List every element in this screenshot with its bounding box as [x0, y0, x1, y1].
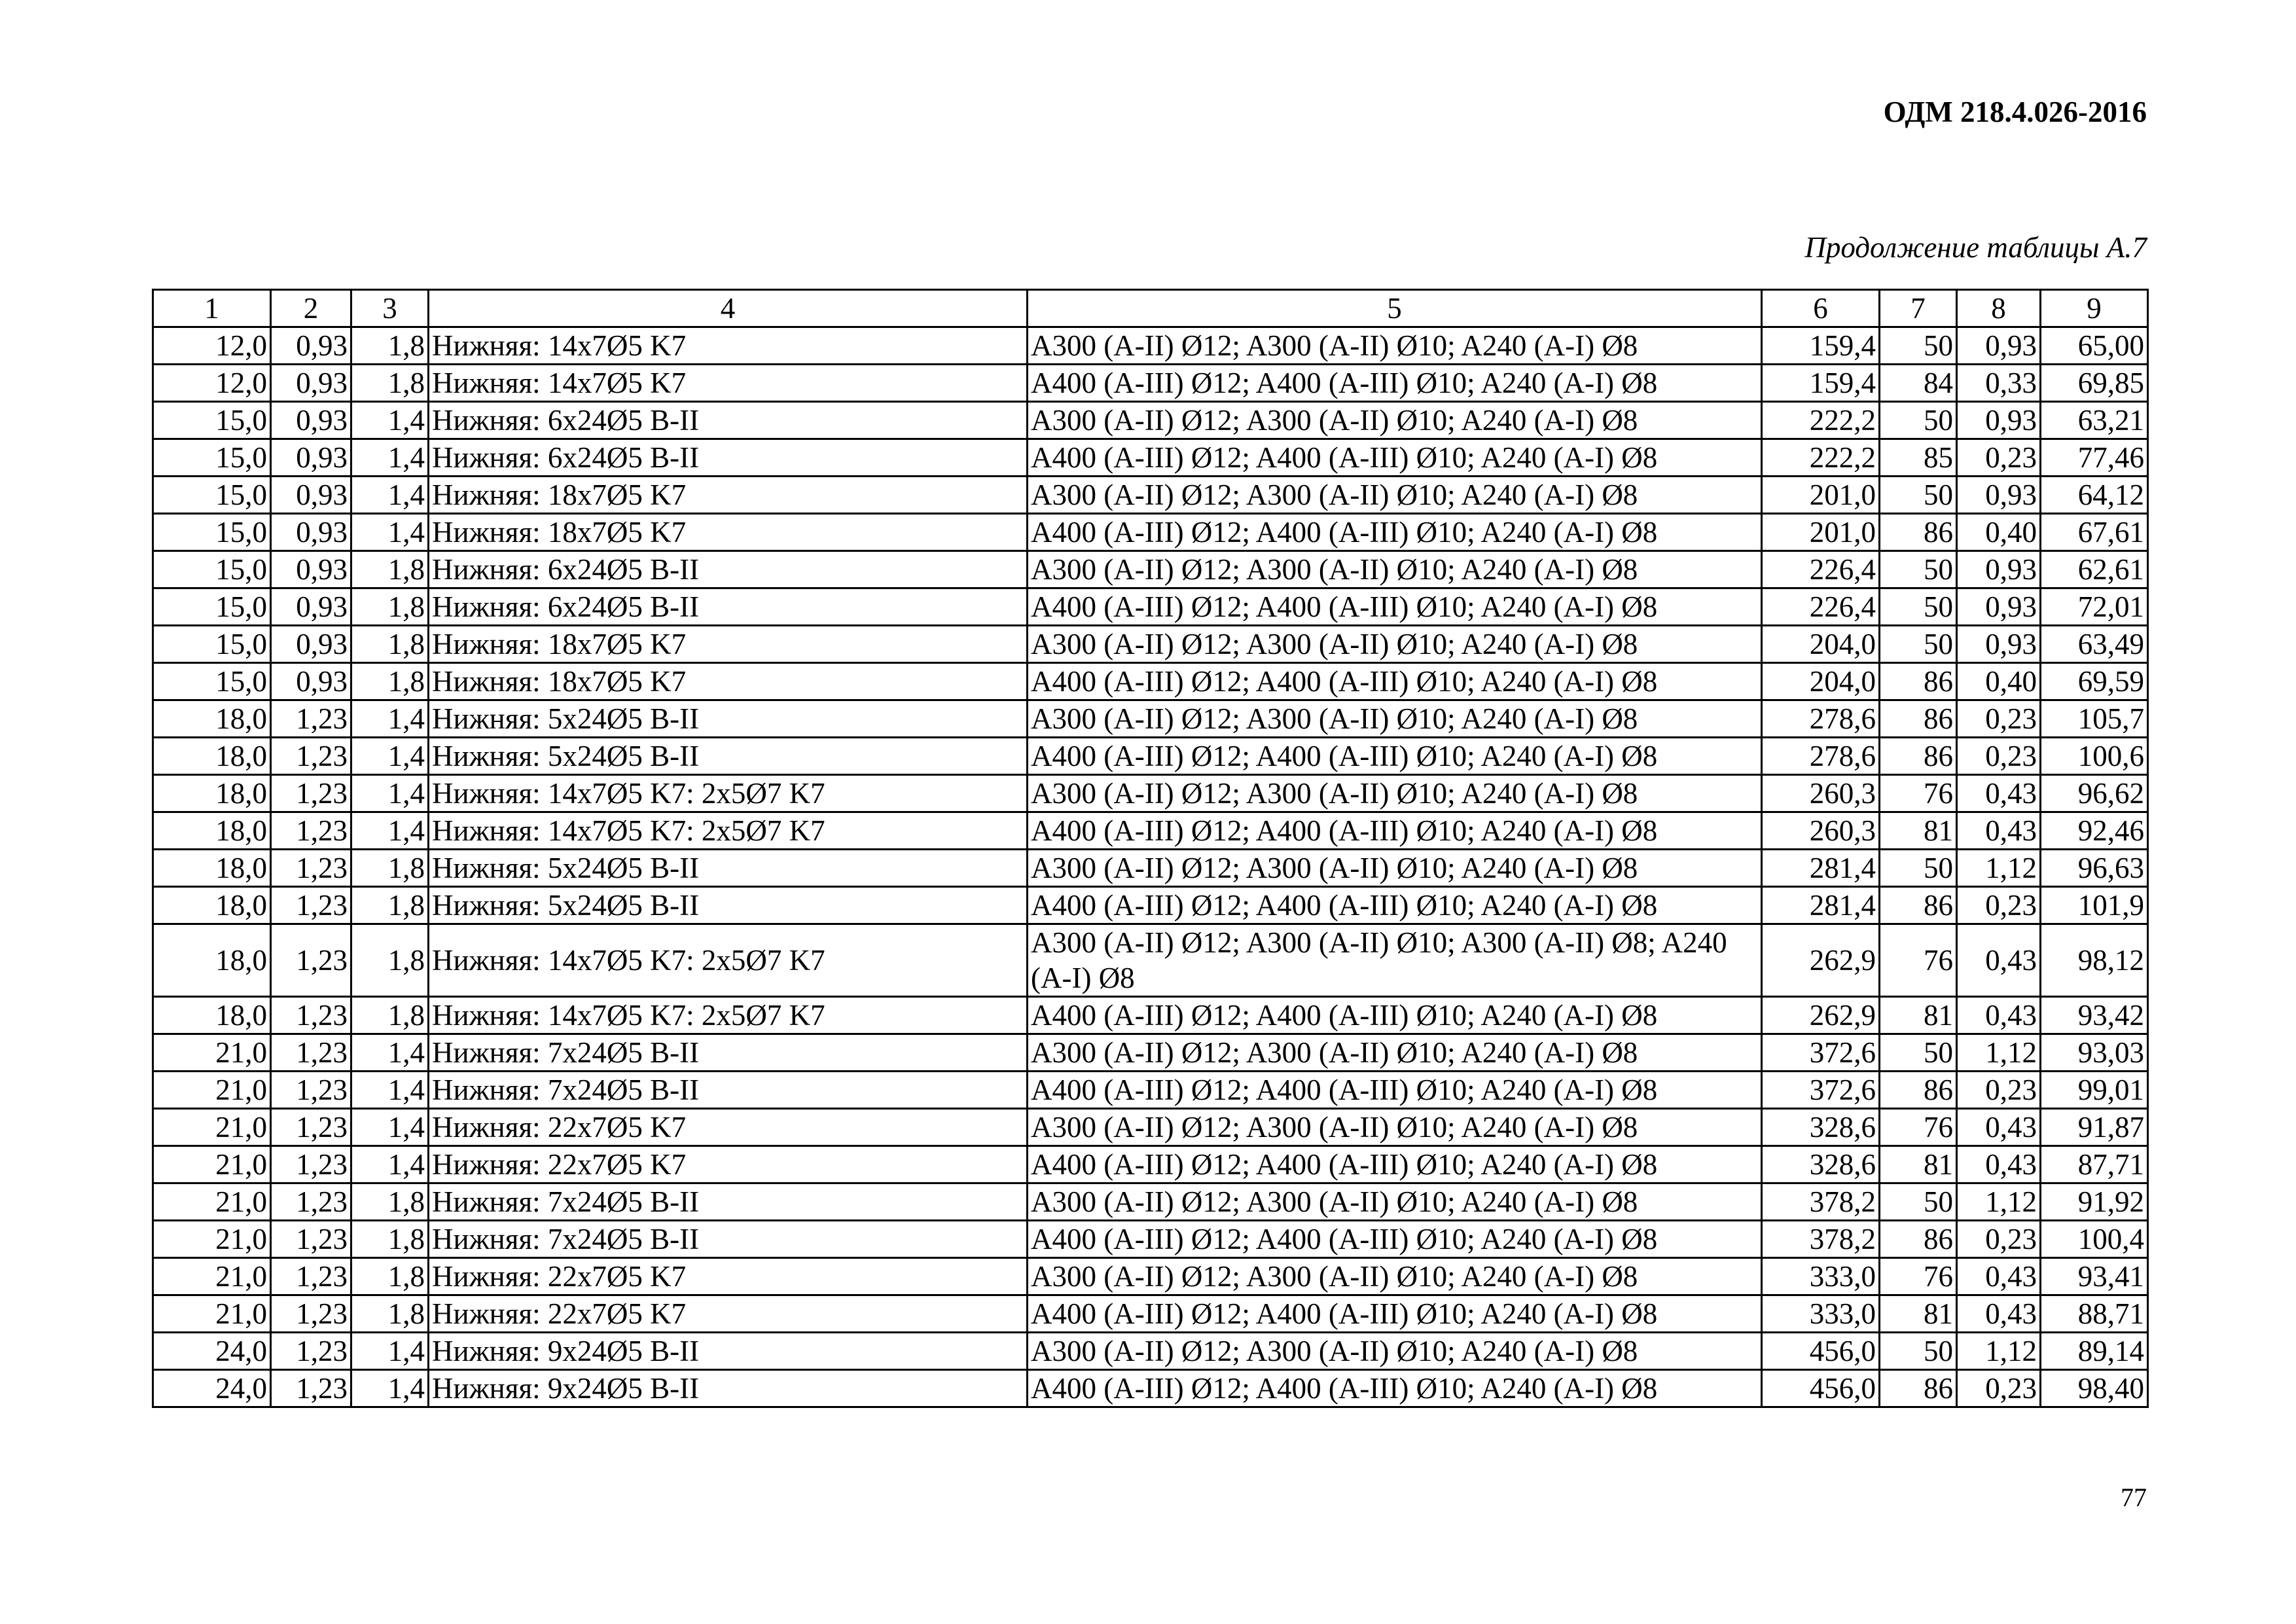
table-cell-col-6: 222,2 [1762, 439, 1880, 477]
table-cell-col-6: 328,6 [1762, 1109, 1880, 1146]
table-cell-col-4: Нижняя: 9x24Ø5 B-II [429, 1333, 1028, 1370]
table-cell-col-6: 159,4 [1762, 327, 1880, 365]
table-cell-col-1: 24,0 [153, 1333, 271, 1370]
table-cell-col-7: 50 [1880, 1183, 1957, 1221]
table-cell-col-1: 15,0 [153, 663, 271, 700]
table-cell-col-1: 15,0 [153, 588, 271, 626]
table-row [153, 1146, 2148, 1183]
table-row [153, 1034, 2148, 1072]
table-cell-col-7: 86 [1880, 887, 1957, 924]
table-row [153, 850, 2148, 887]
table-cell-col-5: A400 (A-III) Ø12; A400 (A-III) Ø10; A240 (A-I) Ø8 [1028, 1072, 1762, 1109]
column-header-5: 5 [1028, 290, 1762, 327]
table-cell-col-2: 1,23 [271, 924, 351, 997]
table-cell-col-7: 50 [1880, 588, 1957, 626]
table-cell-col-6: 226,4 [1762, 588, 1880, 626]
table-cell-col-8: 0,33 [1957, 365, 2041, 402]
table-cell-col-6: 456,0 [1762, 1333, 1880, 1370]
table-cell-col-5: A400 (A-III) Ø12; A400 (A-III) Ø10; A240 (A-I) Ø8 [1028, 1370, 1762, 1407]
table-row [153, 887, 2148, 924]
table-row [153, 365, 2148, 402]
table-cell-col-7: 50 [1880, 850, 1957, 887]
table-cell-col-2: 1,23 [271, 997, 351, 1034]
table-cell-col-5: A300 (A-II) Ø12; A300 (A-II) Ø10; A240 (A-I) Ø8 [1028, 775, 1762, 812]
table-cell-col-1: 18,0 [153, 738, 271, 775]
table-cell-col-7: 86 [1880, 514, 1957, 551]
table-cell-col-2: 1,23 [271, 1146, 351, 1183]
table-cell-col-7: 76 [1880, 924, 1957, 997]
table-cell-col-9: 93,03 [2041, 1034, 2148, 1072]
table-cell-col-3: 1,8 [351, 365, 429, 402]
table-cell-col-5: A300 (A-II) Ø12; A300 (A-II) Ø10; A240 (A-I) Ø8 [1028, 700, 1762, 738]
table-cell-col-7: 50 [1880, 1034, 1957, 1072]
table-cell-col-9: 100,4 [2041, 1221, 2148, 1258]
table-cell-col-4: Нижняя: 7x24Ø5 B-II [429, 1034, 1028, 1072]
table-cell-col-9: 93,41 [2041, 1258, 2148, 1295]
table-cell-col-5: A400 (A-III) Ø12; A400 (A-III) Ø10; A240 (A-I) Ø8 [1028, 1146, 1762, 1183]
table-row [153, 738, 2148, 775]
table-cell-col-8: 0,23 [1957, 887, 2041, 924]
table-cell-col-4: Нижняя: 18x7Ø5 K7 [429, 663, 1028, 700]
table-cell-col-4: Нижняя: 22x7Ø5 K7 [429, 1109, 1028, 1146]
table-cell-col-3: 1,8 [351, 924, 429, 997]
table-cell-col-9: 62,61 [2041, 551, 2148, 588]
table-cell-col-2: 1,23 [271, 738, 351, 775]
table-cell-col-4: Нижняя: 6x24Ø5 B-II [429, 402, 1028, 439]
table-cell-col-8: 0,43 [1957, 775, 2041, 812]
table-cell-col-3: 1,8 [351, 663, 429, 700]
table-cell-col-4: Нижняя: 7x24Ø5 B-II [429, 1072, 1028, 1109]
table-cell-col-8: 0,43 [1957, 1295, 2041, 1333]
table-cell-col-5: A400 (A-III) Ø12; A400 (A-III) Ø10; A240 (A-I) Ø8 [1028, 1221, 1762, 1258]
table-cell-col-7: 50 [1880, 477, 1957, 514]
table-cell-col-9: 89,14 [2041, 1333, 2148, 1370]
table-cell-col-2: 0,93 [271, 626, 351, 663]
table-cell-col-6: 278,6 [1762, 700, 1880, 738]
table-cell-col-9: 92,46 [2041, 812, 2148, 850]
table-cell-col-1: 18,0 [153, 997, 271, 1034]
table-row [153, 997, 2148, 1034]
table-row [153, 663, 2148, 700]
table-cell-col-6: 378,2 [1762, 1221, 1880, 1258]
table-cell-col-6: 201,0 [1762, 514, 1880, 551]
table-cell-col-3: 1,4 [351, 700, 429, 738]
table-cell-col-9: 65,00 [2041, 327, 2148, 365]
table-cell-col-7: 50 [1880, 327, 1957, 365]
column-header-9: 9 [2041, 290, 2148, 327]
table-cell-col-4: Нижняя: 14x7Ø5 K7 [429, 327, 1028, 365]
table-row [153, 327, 2148, 365]
table-cell-col-8: 1,12 [1957, 1333, 2041, 1370]
table-cell-col-8: 0,43 [1957, 1109, 2041, 1146]
table-cell-col-3: 1,4 [351, 477, 429, 514]
table-cell-col-5: A400 (A-III) Ø12; A400 (A-III) Ø10; A240 (A-I) Ø8 [1028, 439, 1762, 477]
table-cell-col-5: A300 (A-II) Ø12; A300 (A-II) Ø10; A240 (A-I) Ø8 [1028, 850, 1762, 887]
column-header-7: 7 [1880, 290, 1957, 327]
data-table [152, 289, 2149, 1408]
table-row [153, 402, 2148, 439]
table-cell-col-2: 0,93 [271, 588, 351, 626]
table-cell-col-7: 84 [1880, 365, 1957, 402]
table-cell-col-6: 333,0 [1762, 1258, 1880, 1295]
column-header-2: 2 [271, 290, 351, 327]
table-cell-col-6: 333,0 [1762, 1295, 1880, 1333]
table-cell-col-2: 0,93 [271, 477, 351, 514]
table-cell-col-9: 72,01 [2041, 588, 2148, 626]
table-cell-col-1: 12,0 [153, 327, 271, 365]
table-cell-col-6: 378,2 [1762, 1183, 1880, 1221]
table-cell-col-1: 18,0 [153, 812, 271, 850]
table-cell-col-5: A300 (A-II) Ø12; A300 (A-II) Ø10; A240 (A-I) Ø8 [1028, 327, 1762, 365]
table-cell-col-9: 63,21 [2041, 402, 2148, 439]
table-cell-col-3: 1,4 [351, 812, 429, 850]
table-cell-col-8: 0,93 [1957, 402, 2041, 439]
table-cell-col-3: 1,8 [351, 1221, 429, 1258]
table-cell-col-4: Нижняя: 9x24Ø5 B-II [429, 1370, 1028, 1407]
table-cell-col-7: 86 [1880, 700, 1957, 738]
table-cell-col-8: 0,43 [1957, 924, 2041, 997]
table-cell-col-8: 0,40 [1957, 514, 2041, 551]
table-cell-col-4: Нижняя: 22x7Ø5 K7 [429, 1258, 1028, 1295]
table-cell-col-6: 226,4 [1762, 551, 1880, 588]
table-cell-col-7: 50 [1880, 1333, 1957, 1370]
table-row [153, 1221, 2148, 1258]
table-cell-col-1: 15,0 [153, 402, 271, 439]
table-cell-col-5: A400 (A-III) Ø12; A400 (A-III) Ø10; A240 (A-I) Ø8 [1028, 365, 1762, 402]
table-cell-col-9: 91,92 [2041, 1183, 2148, 1221]
table-cell-col-9: 63,49 [2041, 626, 2148, 663]
table-cell-col-5: A400 (A-III) Ø12; A400 (A-III) Ø10; A240 (A-I) Ø8 [1028, 588, 1762, 626]
table-row [153, 1258, 2148, 1295]
table-cell-col-5: A300 (A-II) Ø12; A300 (A-II) Ø10; A240 (A-I) Ø8 [1028, 1333, 1762, 1370]
table-cell-col-3: 1,4 [351, 1109, 429, 1146]
table-cell-col-3: 1,8 [351, 626, 429, 663]
table-cell-col-4: Нижняя: 14x7Ø5 K7: 2x5Ø7 K7 [429, 997, 1028, 1034]
table-cell-col-9: 87,71 [2041, 1146, 2148, 1183]
table-cell-col-4: Нижняя: 14x7Ø5 K7: 2x5Ø7 K7 [429, 775, 1028, 812]
table-cell-col-2: 1,23 [271, 1183, 351, 1221]
table-cell-col-8: 0,93 [1957, 327, 2041, 365]
table-cell-col-9: 100,6 [2041, 738, 2148, 775]
table-cell-col-3: 1,8 [351, 887, 429, 924]
table-cell-col-7: 86 [1880, 1370, 1957, 1407]
table-cell-col-6: 278,6 [1762, 738, 1880, 775]
table-cell-col-3: 1,8 [351, 1183, 429, 1221]
table-cell-col-6: 262,9 [1762, 924, 1880, 997]
table-cell-col-1: 21,0 [153, 1183, 271, 1221]
table-cell-col-1: 21,0 [153, 1034, 271, 1072]
table-cell-col-5: A400 (A-III) Ø12; A400 (A-III) Ø10; A240 (A-I) Ø8 [1028, 887, 1762, 924]
table-cell-col-4: Нижняя: 5x24Ø5 B-II [429, 850, 1028, 887]
table-cell-col-2: 1,23 [271, 1370, 351, 1407]
table-cell-col-9: 91,87 [2041, 1109, 2148, 1146]
table-caption: Продолжение таблицы А.7 [1804, 231, 2147, 264]
table-cell-col-8: 1,12 [1957, 1034, 2041, 1072]
table-cell-col-7: 86 [1880, 738, 1957, 775]
table-cell-col-9: 98,12 [2041, 924, 2148, 997]
table-row [153, 700, 2148, 738]
table-cell-col-5: A300 (A-II) Ø12; A300 (A-II) Ø10; A300 (A-II) Ø8; A240 (A-I) Ø8 [1028, 924, 1762, 997]
document-code: ОДМ 218.4.026-2016 [1883, 96, 2147, 128]
table-cell-col-8: 0,43 [1957, 1146, 2041, 1183]
table-cell-col-3: 1,4 [351, 514, 429, 551]
table-cell-col-5: A300 (A-II) Ø12; A300 (A-II) Ø10; A240 (A-I) Ø8 [1028, 1183, 1762, 1221]
table-cell-col-8: 0,43 [1957, 997, 2041, 1034]
table-cell-col-9: 67,61 [2041, 514, 2148, 551]
column-header-6: 6 [1762, 290, 1880, 327]
table-cell-col-6: 328,6 [1762, 1146, 1880, 1183]
table-cell-col-3: 1,4 [351, 402, 429, 439]
table-cell-col-8: 0,93 [1957, 477, 2041, 514]
table-cell-col-1: 15,0 [153, 551, 271, 588]
table-cell-col-9: 88,71 [2041, 1295, 2148, 1333]
table-cell-col-8: 1,12 [1957, 850, 2041, 887]
table-cell-col-4: Нижняя: 22x7Ø5 K7 [429, 1295, 1028, 1333]
table-cell-col-2: 1,23 [271, 1221, 351, 1258]
table-cell-col-7: 85 [1880, 439, 1957, 477]
table-cell-col-6: 372,6 [1762, 1072, 1880, 1109]
table-cell-col-5: A400 (A-III) Ø12; A400 (A-III) Ø10; A240 (A-I) Ø8 [1028, 812, 1762, 850]
table-cell-col-5: A300 (A-II) Ø12; A300 (A-II) Ø10; A240 (A-I) Ø8 [1028, 1034, 1762, 1072]
table-cell-col-4: Нижняя: 6x24Ø5 B-II [429, 551, 1028, 588]
table-row [153, 551, 2148, 588]
table-cell-col-6: 159,4 [1762, 365, 1880, 402]
table-cell-col-5: A300 (A-II) Ø12; A300 (A-II) Ø10; A240 (A-I) Ø8 [1028, 1258, 1762, 1295]
table-cell-col-4: Нижняя: 5x24Ø5 B-II [429, 887, 1028, 924]
table-cell-col-9: 77,46 [2041, 439, 2148, 477]
table-cell-col-3: 1,4 [351, 1146, 429, 1183]
table-cell-col-1: 18,0 [153, 924, 271, 997]
table-cell-col-2: 1,23 [271, 700, 351, 738]
table-cell-col-5: A300 (A-II) Ø12; A300 (A-II) Ø10; A240 (A-I) Ø8 [1028, 1109, 1762, 1146]
table-cell-col-1: 21,0 [153, 1072, 271, 1109]
table-cell-col-1: 21,0 [153, 1146, 271, 1183]
table-cell-col-5: A400 (A-III) Ø12; A400 (A-III) Ø10; A240 (A-I) Ø8 [1028, 1295, 1762, 1333]
table-cell-col-3: 1,4 [351, 1370, 429, 1407]
table-cell-col-1: 15,0 [153, 626, 271, 663]
table-cell-col-4: Нижняя: 18x7Ø5 K7 [429, 514, 1028, 551]
table-cell-col-6: 281,4 [1762, 887, 1880, 924]
table-cell-col-7: 86 [1880, 1221, 1957, 1258]
table-header-row [153, 290, 2148, 327]
table-cell-col-2: 0,93 [271, 439, 351, 477]
table-cell-col-1: 24,0 [153, 1370, 271, 1407]
table-cell-col-2: 0,93 [271, 551, 351, 588]
table-cell-col-3: 1,4 [351, 439, 429, 477]
table-cell-col-2: 1,23 [271, 1072, 351, 1109]
table-cell-col-8: 0,93 [1957, 551, 2041, 588]
table-cell-col-4: Нижняя: 18x7Ø5 K7 [429, 626, 1028, 663]
table-cell-col-4: Нижняя: 5x24Ø5 B-II [429, 738, 1028, 775]
table-cell-col-1: 21,0 [153, 1221, 271, 1258]
table-cell-col-7: 81 [1880, 812, 1957, 850]
table-row [153, 439, 2148, 477]
page-number: 77 [2121, 1483, 2147, 1512]
table-cell-col-8: 0,23 [1957, 738, 2041, 775]
table-cell-col-3: 1,8 [351, 1258, 429, 1295]
table-row [153, 1183, 2148, 1221]
table-cell-col-9: 99,01 [2041, 1072, 2148, 1109]
table-cell-col-1: 21,0 [153, 1109, 271, 1146]
table-cell-col-7: 76 [1880, 1258, 1957, 1295]
table-cell-col-8: 1,12 [1957, 1183, 2041, 1221]
table-cell-col-3: 1,4 [351, 1034, 429, 1072]
table-cell-col-2: 0,93 [271, 365, 351, 402]
table-row [153, 775, 2148, 812]
table-row [153, 1333, 2148, 1370]
table-cell-col-2: 1,23 [271, 1295, 351, 1333]
column-header-1: 1 [153, 290, 271, 327]
column-header-8: 8 [1957, 290, 2041, 327]
table-cell-col-3: 1,8 [351, 327, 429, 365]
table-cell-col-5: A400 (A-III) Ø12; A400 (A-III) Ø10; A240 (A-I) Ø8 [1028, 997, 1762, 1034]
table-cell-col-7: 86 [1880, 663, 1957, 700]
table-cell-col-4: Нижняя: 22x7Ø5 K7 [429, 1146, 1028, 1183]
table-cell-col-2: 0,93 [271, 514, 351, 551]
table-cell-col-2: 1,23 [271, 1109, 351, 1146]
table-row [153, 626, 2148, 663]
table-cell-col-5: A300 (A-II) Ø12; A300 (A-II) Ø10; A240 (A-I) Ø8 [1028, 626, 1762, 663]
table-cell-col-6: 204,0 [1762, 663, 1880, 700]
table-cell-col-2: 0,93 [271, 402, 351, 439]
table-cell-col-4: Нижняя: 5x24Ø5 B-II [429, 700, 1028, 738]
table-row [153, 1370, 2148, 1407]
table-cell-col-2: 1,23 [271, 850, 351, 887]
table-cell-col-6: 260,3 [1762, 775, 1880, 812]
table-cell-col-7: 81 [1880, 1295, 1957, 1333]
table-row [153, 588, 2148, 626]
table-cell-col-6: 281,4 [1762, 850, 1880, 887]
table-cell-col-3: 1,4 [351, 1333, 429, 1370]
table-cell-col-2: 1,23 [271, 1034, 351, 1072]
table-cell-col-7: 81 [1880, 1146, 1957, 1183]
table-cell-col-9: 96,62 [2041, 775, 2148, 812]
table-cell-col-1: 18,0 [153, 700, 271, 738]
column-header-3: 3 [351, 290, 429, 327]
table-cell-col-7: 81 [1880, 997, 1957, 1034]
table-cell-col-1: 18,0 [153, 887, 271, 924]
table-cell-col-6: 262,9 [1762, 997, 1880, 1034]
table-cell-col-1: 18,0 [153, 850, 271, 887]
table-cell-col-2: 1,23 [271, 887, 351, 924]
table-cell-col-8: 0,40 [1957, 663, 2041, 700]
table-cell-col-5: A400 (A-III) Ø12; A400 (A-III) Ø10; A240 (A-I) Ø8 [1028, 514, 1762, 551]
table-row [153, 1295, 2148, 1333]
table-cell-col-7: 50 [1880, 626, 1957, 663]
table-cell-col-4: Нижняя: 18x7Ø5 K7 [429, 477, 1028, 514]
table-cell-col-5: A300 (A-II) Ø12; A300 (A-II) Ø10; A240 (A-I) Ø8 [1028, 477, 1762, 514]
table-row [153, 924, 2148, 997]
table-cell-col-4: Нижняя: 14x7Ø5 K7 [429, 365, 1028, 402]
table-row [153, 477, 2148, 514]
table-cell-col-6: 372,6 [1762, 1034, 1880, 1072]
table-row [153, 1109, 2148, 1146]
table-cell-col-6: 260,3 [1762, 812, 1880, 850]
table-cell-col-8: 0,23 [1957, 700, 2041, 738]
table-cell-col-9: 96,63 [2041, 850, 2148, 887]
table-cell-col-7: 50 [1880, 551, 1957, 588]
table-cell-col-3: 1,4 [351, 775, 429, 812]
data-table-container [152, 289, 2147, 1408]
table-cell-col-3: 1,8 [351, 551, 429, 588]
table-cell-col-4: Нижняя: 6x24Ø5 B-II [429, 439, 1028, 477]
table-row [153, 812, 2148, 850]
table-cell-col-1: 12,0 [153, 365, 271, 402]
table-cell-col-7: 76 [1880, 1109, 1957, 1146]
table-cell-col-1: 15,0 [153, 514, 271, 551]
table-cell-col-5: A300 (A-II) Ø12; A300 (A-II) Ø10; A240 (A-I) Ø8 [1028, 551, 1762, 588]
table-cell-col-4: Нижняя: 14x7Ø5 K7: 2x5Ø7 K7 [429, 924, 1028, 997]
table-cell-col-3: 1,8 [351, 1295, 429, 1333]
table-cell-col-2: 1,23 [271, 812, 351, 850]
table-cell-col-9: 69,59 [2041, 663, 2148, 700]
table-cell-col-7: 86 [1880, 1072, 1957, 1109]
table-cell-col-8: 0,43 [1957, 812, 2041, 850]
table-cell-col-5: A400 (A-III) Ø12; A400 (A-III) Ø10; A240 (A-I) Ø8 [1028, 663, 1762, 700]
table-cell-col-6: 201,0 [1762, 477, 1880, 514]
table-cell-col-4: Нижняя: 7x24Ø5 B-II [429, 1221, 1028, 1258]
column-header-4: 4 [429, 290, 1028, 327]
table-cell-col-3: 1,4 [351, 738, 429, 775]
table-cell-col-3: 1,8 [351, 588, 429, 626]
table-cell-col-6: 204,0 [1762, 626, 1880, 663]
table-cell-col-1: 15,0 [153, 477, 271, 514]
table-cell-col-8: 0,43 [1957, 1258, 2041, 1295]
table-cell-col-8: 0,23 [1957, 1370, 2041, 1407]
table-cell-col-9: 64,12 [2041, 477, 2148, 514]
table-cell-col-9: 105,7 [2041, 700, 2148, 738]
table-cell-col-8: 0,93 [1957, 588, 2041, 626]
table-cell-col-9: 101,9 [2041, 887, 2148, 924]
table-cell-col-1: 18,0 [153, 775, 271, 812]
table-cell-col-3: 1,8 [351, 997, 429, 1034]
table-cell-col-2: 0,93 [271, 663, 351, 700]
table-cell-col-5: A400 (A-III) Ø12; A400 (A-III) Ø10; A240 (A-I) Ø8 [1028, 738, 1762, 775]
table-cell-col-6: 222,2 [1762, 402, 1880, 439]
table-cell-col-1: 21,0 [153, 1258, 271, 1295]
table-cell-col-2: 1,23 [271, 1258, 351, 1295]
table-cell-col-5: A300 (A-II) Ø12; A300 (A-II) Ø10; A240 (A-I) Ø8 [1028, 402, 1762, 439]
table-row [153, 1072, 2148, 1109]
table-cell-col-8: 0,23 [1957, 1221, 2041, 1258]
table-cell-col-4: Нижняя: 6x24Ø5 B-II [429, 588, 1028, 626]
table-cell-col-8: 0,23 [1957, 1072, 2041, 1109]
table-cell-col-4: Нижняя: 14x7Ø5 K7: 2x5Ø7 K7 [429, 812, 1028, 850]
table-cell-col-2: 1,23 [271, 775, 351, 812]
table-body [153, 327, 2148, 1407]
table-cell-col-4: Нижняя: 7x24Ø5 B-II [429, 1183, 1028, 1221]
table-cell-col-3: 1,4 [351, 1072, 429, 1109]
table-cell-col-8: 0,23 [1957, 439, 2041, 477]
table-cell-col-7: 76 [1880, 775, 1957, 812]
table-cell-col-8: 0,93 [1957, 626, 2041, 663]
table-cell-col-9: 98,40 [2041, 1370, 2148, 1407]
table-cell-col-6: 456,0 [1762, 1370, 1880, 1407]
table-cell-col-2: 0,93 [271, 327, 351, 365]
table-cell-col-9: 93,42 [2041, 997, 2148, 1034]
table-cell-col-9: 69,85 [2041, 365, 2148, 402]
table-cell-col-3: 1,8 [351, 850, 429, 887]
table-cell-col-1: 21,0 [153, 1295, 271, 1333]
table-cell-col-2: 1,23 [271, 1333, 351, 1370]
table-row [153, 514, 2148, 551]
table-cell-col-1: 15,0 [153, 439, 271, 477]
table-cell-col-7: 50 [1880, 402, 1957, 439]
